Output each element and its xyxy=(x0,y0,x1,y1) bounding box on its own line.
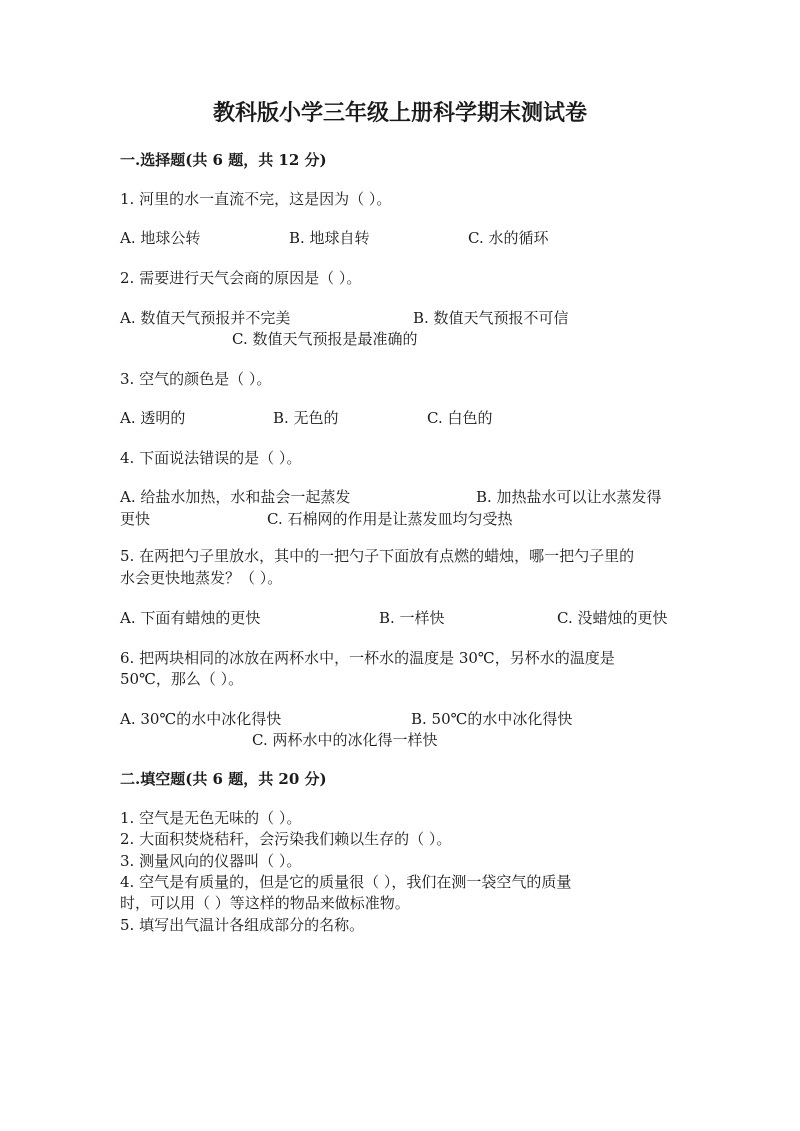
fill-question-3: 3. 测量风向的仪器叫（ ）。 xyxy=(120,852,302,870)
fill-question-5: 5. 填写出气温计各组成部分的名称。 xyxy=(120,916,365,934)
question-5-option-b: B. 一样快 xyxy=(379,609,445,627)
question-2-option-c: C. 数值天气预报是最准确的 xyxy=(232,330,418,348)
question-6-stem-line-2: 50℃，那么（ ）。 xyxy=(120,670,244,688)
fill-question-4-line-2: 时，可以用（ ）等这样的物品来做标准物。 xyxy=(120,894,410,912)
question-3-option-a: A. 透明的 xyxy=(120,409,186,427)
question-3-option-c: C. 白色的 xyxy=(427,409,493,427)
fill-question-4-line-1: 4. 空气是有质量的，但是它的质量很（ ），我们在测一袋空气的质量 xyxy=(120,873,572,891)
question-5-stem-line-1: 5. 在两把勺子里放水，其中的一把勺子下面放有点燃的蜡烛，哪一把勺子里的 xyxy=(120,547,635,565)
question-6-option-c: C. 两杯水中的冰化得一样快 xyxy=(252,731,438,749)
fill-question-1: 1. 空气是无色无味的（ ）。 xyxy=(120,809,302,827)
question-1-option-a: A. 地球公转 xyxy=(120,229,201,247)
section-heading-fill-blank: 二.填空题(共 6 题，共 20 分) xyxy=(120,770,327,788)
question-6-option-a: A. 30℃的水中冰化得快 xyxy=(120,710,282,728)
question-4-option-c: C. 石棉网的作用是让蒸发皿均匀受热 xyxy=(267,510,513,528)
question-4-option-b: B. 加热盐水可以让水蒸发得 xyxy=(476,488,662,506)
question-5-option-a: A. 下面有蜡烛的更快 xyxy=(120,609,261,627)
question-2-option-a: A. 数值天气预报并不完美 xyxy=(120,309,291,327)
question-4-stem: 4. 下面说法错误的是（ ）。 xyxy=(120,449,302,467)
question-6-option-b: B. 50℃的水中冰化得快 xyxy=(411,710,573,728)
question-2-stem: 2. 需要进行天气会商的原因是（ ）。 xyxy=(120,269,362,287)
question-1-stem: 1. 河里的水一直流不完，这是因为（ ）。 xyxy=(120,190,392,208)
question-2-option-b: B. 数值天气预报不可信 xyxy=(413,309,569,327)
question-4-option-a: A. 给盐水加热，水和盐会一起蒸发 xyxy=(120,488,351,506)
fill-question-2: 2. 大面积焚烧秸秆，会污染我们赖以生存的（ ）。 xyxy=(120,830,452,848)
question-5-stem-line-2: 水会更快地蒸发？（ ）。 xyxy=(120,569,283,587)
question-1-option-b: B. 地球自转 xyxy=(289,229,370,247)
question-3-option-b: B. 无色的 xyxy=(273,409,339,427)
question-4-option-b-continued: 更快 xyxy=(120,510,151,528)
question-5-option-c: C. 没蜡烛的更快 xyxy=(557,609,668,627)
question-1-option-c: C. 水的循环 xyxy=(468,229,549,247)
question-3-stem: 3. 空气的颜色是（ ）。 xyxy=(120,370,272,388)
section-heading-choice: 一.选择题(共 6 题，共 12 分) xyxy=(120,151,327,169)
question-6-stem-line-1: 6. 把两块相同的冰放在两杯水中，一杯水的温度是 30℃，另杯水的温度是 xyxy=(120,649,615,667)
page-title: 教科版小学三年级上册科学期末测试卷 xyxy=(212,100,587,126)
